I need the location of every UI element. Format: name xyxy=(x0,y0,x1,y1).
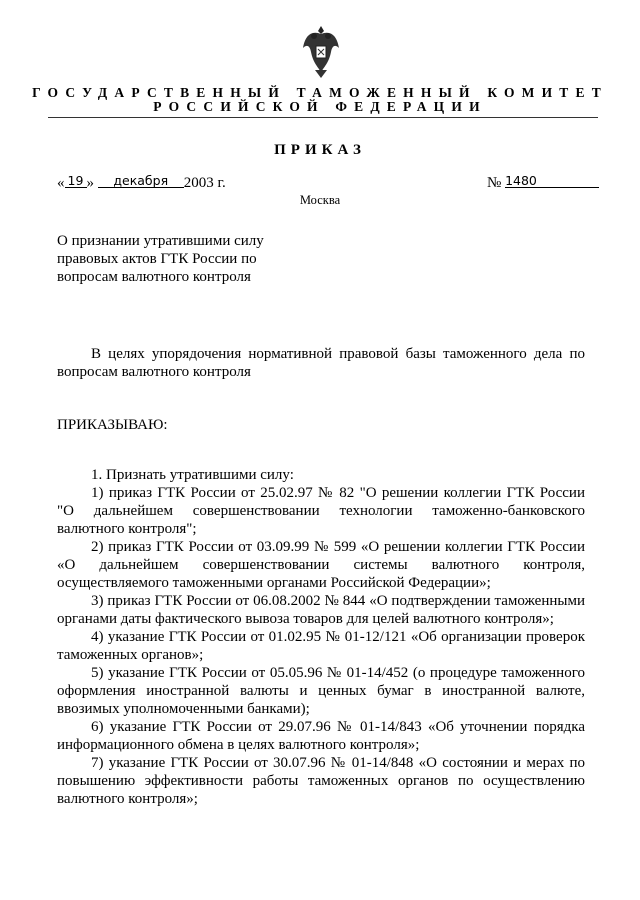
list-item: 5) указание ГТК России от 05.05.96 № 01-14/452 (о процедуре таможенного оформления иностранной валюты и ценных бумаг в иностранной валюте, ввозимых уполномоченными банками); xyxy=(57,665,585,717)
list-item: 2) приказ ГТК России от 03.09.99 № 599 «О решении коллегии ГТК России «О дальнейшем совершенствовании системы валютного контроля, осуществляемого таможенными органами Российской Федерации»; xyxy=(57,539,585,591)
date-month: декабря xyxy=(98,174,184,188)
list-item: 3) приказ ГТК России от 06.08.2002 № 844 «О подтверждении таможенными органами даты фактического вывоза товаров для целей валютного контроля»; xyxy=(57,593,585,627)
preamble xyxy=(57,345,585,381)
list-item: 4) указание ГТК России от 01.02.95 № 01-12/121 «Об организации проверок таможенных органов»; xyxy=(57,629,585,663)
header-line-1: ГОСУДАРСТВЕННЫЙ ТАМОЖЕННЫЙ КОМИТЕТ xyxy=(32,85,608,100)
list-item: 7) указание ГТК России от 30.07.96 № 01-14/848 «О состоянии и мерах по повышению эффективности работы таможенных органов по осуществлению валютного контроля»; xyxy=(57,755,585,807)
date-quote-close: » xyxy=(86,175,94,191)
date-quote-open: « xyxy=(57,175,65,191)
order-word: ПРИКАЗЫВАЮ: xyxy=(57,417,168,433)
coat-of-arms-emblem xyxy=(301,22,341,80)
items-list xyxy=(57,466,585,808)
document-subject: О признании утратившими силу правовых актов ГТК России по вопросам валютного контроля xyxy=(57,233,264,285)
preamble-text: В целях упорядочения нормативной правовой базы таможенного дела по вопросам валютного контроля xyxy=(57,346,585,380)
document-type: ПРИКАЗ xyxy=(274,142,366,158)
list-item: 1) приказ ГТК России от 25.02.97 № 82 "О решении коллегии ГТК России "О дальнейшем совершенствовании технологии таможенно-банковского валютного контроля"; xyxy=(57,485,585,537)
city: Москва xyxy=(299,193,341,207)
number-sign: № xyxy=(487,175,502,191)
document-date xyxy=(57,174,226,192)
list-item: 1. Признать утратившими силу: xyxy=(91,467,294,483)
header-line-2: РОССИЙСКОЙ ФЕДЕРАЦИИ xyxy=(153,99,487,114)
date-year: 2003 г. xyxy=(183,175,226,191)
list-item: 6) указание ГТК России от 29.07.96 № 01-14/843 «Об уточнении порядка информационного обмена в целях валютного контроля»; xyxy=(57,719,585,753)
document-number xyxy=(487,174,599,192)
date-day: 19 xyxy=(65,174,87,188)
header-divider xyxy=(48,117,598,118)
number-value: 1480 xyxy=(505,174,599,188)
